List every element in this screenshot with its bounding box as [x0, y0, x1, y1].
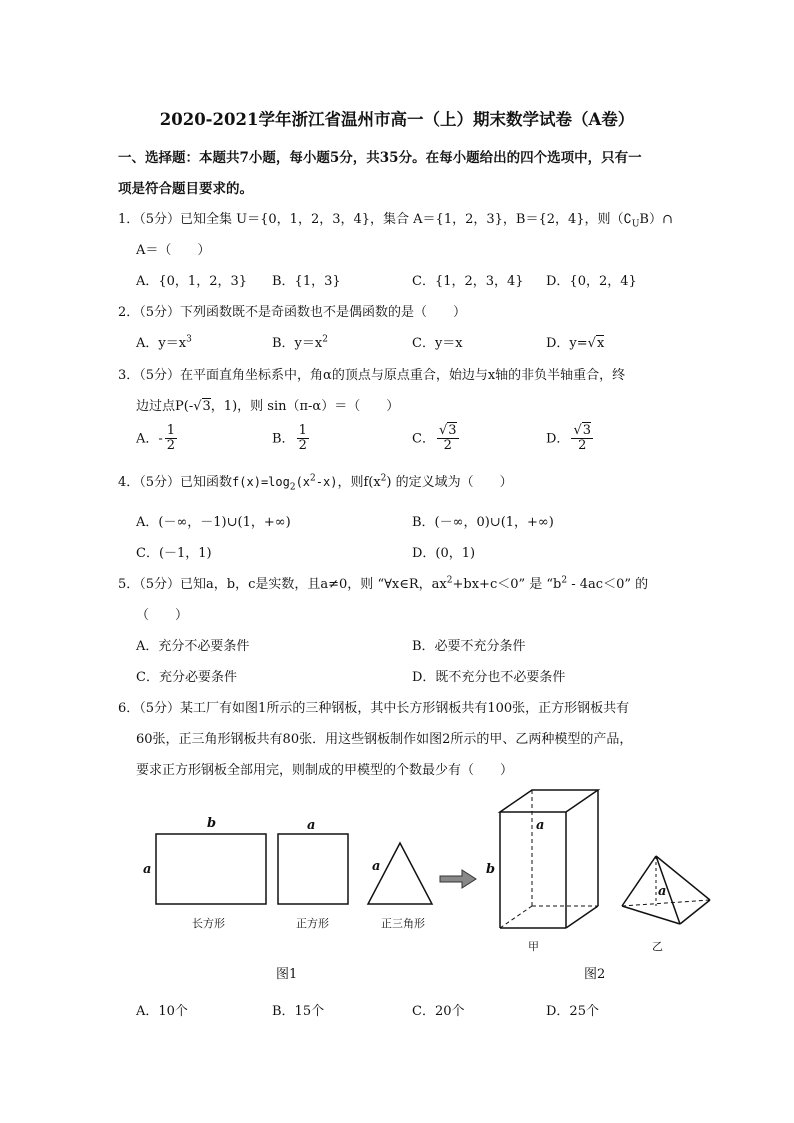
q4-option-c: C．(－1，1)	[136, 546, 212, 561]
page-title: 2020-2021学年浙江省温州市高一（上）期末数学试卷（A卷）	[159, 110, 635, 129]
question-1-stem: 1．（5分）已知全集 U＝{0，1，2，3，4}，集合 A＝{1，2，3}，B＝{2，4}，则$(∁_UB)\cap$	[118, 212, 673, 230]
q2-option-c: C．y＝x	[412, 336, 463, 351]
section-heading-line2: 项是符合题目要求的。	[118, 181, 253, 197]
triangle-caption: 正三角形	[381, 917, 425, 930]
square-plate	[278, 834, 348, 904]
question-2-stem: 2．（5分）下列函数既不是奇函数也不是偶函数的是（ ）	[118, 305, 467, 320]
prism-model-jia	[500, 790, 598, 928]
question-5-stem: 5．（5分）已知a，b，c是实数，且a≠0，则 “∀x∈R，$ax^2+bx+c<0$” 是 “$b^2 - 4ac<0$” 的	[118, 575, 649, 592]
yi-caption: 乙	[652, 940, 663, 953]
square-label-a: a	[307, 818, 316, 833]
q6-option-a: A．10个	[136, 1004, 188, 1019]
question-1-stem-cont: A＝（ ）	[136, 243, 211, 258]
q5-option-c: C．充分必要条件	[136, 670, 237, 685]
q3-option-a: A．- $\frac{1}{2}$	[136, 423, 176, 454]
q1-option-b: B．{1，3}	[272, 274, 341, 289]
jia-caption: 甲	[528, 940, 539, 953]
q6-option-b: B．15个	[272, 1004, 325, 1019]
q1-option-d: D．{0，2，4}	[546, 274, 637, 289]
prism-label-b: b	[486, 862, 496, 877]
question-3-stem-cont: 边过点P(-√3，1)，则 sin（π-α）＝（ ）	[136, 399, 400, 414]
q5-option-a: A．充分不必要条件	[136, 639, 250, 654]
rect-label-a: a	[143, 862, 152, 877]
q5-option-b: B．必要不充分条件	[412, 639, 526, 654]
question-6-stem-cont2: 要求正方形钢板全部用完，则制成的甲模型的个数最少有（ ）	[136, 763, 514, 778]
question-5-stem-cont: （ ）	[136, 608, 189, 623]
q2-option-b: B．$y=x^2$	[272, 334, 328, 351]
figure-1-caption: 图1	[276, 967, 298, 982]
arrow-icon	[440, 870, 476, 888]
q5-option-d: D．既不充分也不必要条件	[412, 670, 566, 685]
prism-label-a: a	[536, 818, 545, 833]
question-4-stem: 4．（5分）已知函数$f(x)=\log_2(x^2-x)$，则$f(x^2)$ 的定义域为（ ）	[118, 473, 513, 493]
section-heading-line1: 一、选择题：本题共7小题，每小题5分，共35分。在每小题给出的四个选项中，只有一	[118, 150, 642, 166]
question-3-stem: 3．（5分）在平面直角坐标系中，角α的顶点与原点重合，始边与x轴的非负半轴重合，终	[118, 368, 626, 383]
question-6-stem-cont1: 60张，正三角形钢板共有80张．用这些钢板制作如图2所示的甲、乙两种模型的产品，	[136, 732, 633, 747]
square-caption: 正方形	[296, 917, 329, 930]
question-6-stem: 6．（5分）某工厂有如图1所示的三种钢板，其中长方形钢板共有100张，正方形钢板共有	[118, 701, 630, 716]
q4-option-d: D．(0，1)	[412, 546, 476, 561]
q3-option-d: D． $\frac{√3}{2}$	[546, 423, 592, 454]
triangle-label-a: a	[372, 859, 381, 874]
q1-option-c: C．{1，2，3，4}	[412, 274, 524, 289]
q2-option-d: D．y=√x	[546, 336, 605, 351]
q2-option-a: A．$y=x^3$	[136, 334, 192, 351]
pyramid-label-a: a	[658, 884, 667, 899]
q6-option-d: D．25个	[546, 1004, 599, 1019]
q3-option-c: C． $\frac{√3}{2}$	[412, 423, 457, 454]
q6-option-c: C．20个	[412, 1004, 465, 1019]
rect-caption: 长方形	[192, 917, 225, 930]
q4-option-b: B．(－∞，0)∪(1，+∞)	[412, 515, 554, 530]
rect-label-b: b	[207, 816, 217, 831]
q1-option-a: A．{0，1，2，3}	[136, 274, 248, 289]
q3-option-b: B． $\frac{1}{2}$	[272, 423, 307, 454]
rectangle-plate	[156, 834, 266, 904]
figure-2-caption: 图2	[584, 967, 606, 982]
q4-option-a: A．(－∞，－1)∪(1，+∞)	[136, 515, 291, 530]
